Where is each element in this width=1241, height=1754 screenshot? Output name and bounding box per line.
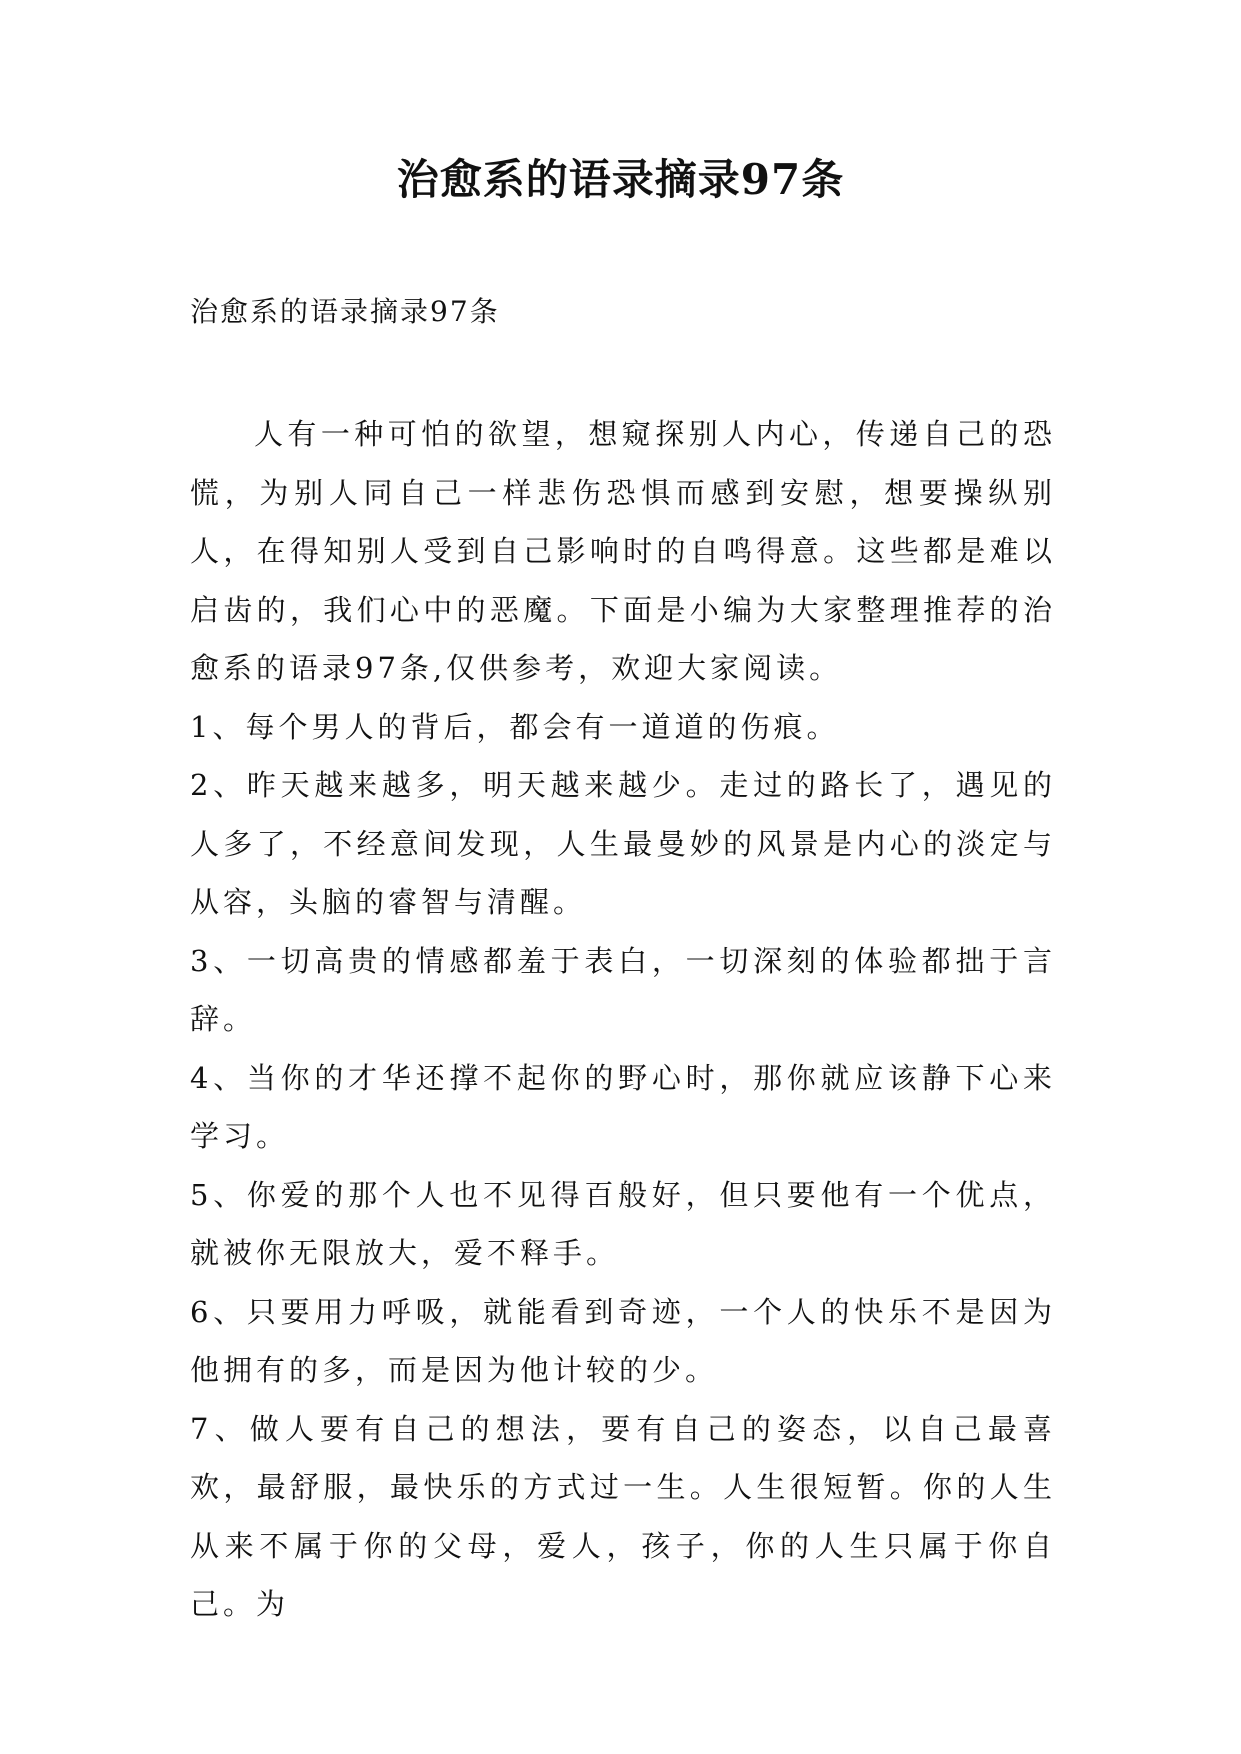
document-subtitle: 治愈系的语录摘录97条	[190, 295, 500, 328]
quote-item-7: 7、做人要有自己的想法，要有自己的姿态，以自己最喜欢，最舒服，最快乐的方式过一生。人生很短暂。你的人生从来不属于你的父母，爱人，孩子，你的人生只属于你自己。为	[190, 1411, 1056, 1621]
quote-item-6: 6、只要用力呼吸，就能看到奇迹，一个人的快乐不是因为他拥有的多，而是因为他计较的少。	[190, 1294, 1056, 1387]
quote-item-2: 2、昨天越来越多，明天越来越少。走过的路长了，遇见的人多了，不经意间发现，人生最曼妙的风景是内心的淡定与从容，头脑的睿智与清醒。	[190, 768, 1056, 919]
quote-item-5: 5、你爱的那个人也不见得百般好，但只要他有一个优点，就被你无限放大，爱不释手。	[190, 1177, 1056, 1270]
document-title: 治愈系的语录摘录97条	[396, 155, 845, 204]
quote-item-4: 4、当你的才华还撑不起你的野心时，那你就应该静下心来学习。	[190, 1060, 1056, 1153]
quote-item-1: 1、每个男人的背后，都会有一道道的伤痕。	[190, 709, 840, 744]
quote-item-3: 3、一切高贵的情感都羞于表白，一切深刻的体验都拙于言辞。	[190, 943, 1056, 1036]
document-body	[190, 405, 1056, 1634]
intro-paragraph: 人有一种可怕的欲望，想窥探别人内心，传递自己的恐慌，为别人同自己一样悲伤恐惧而感到安慰，想要操纵别人，在得知别人受到自己影响时的自鸣得意。这些都是难以启齿的，我们心中的恶魔。下面是小编为大家整理推荐的治愈系的语录97条,仅供参考，欢迎大家阅读。	[190, 417, 1056, 685]
